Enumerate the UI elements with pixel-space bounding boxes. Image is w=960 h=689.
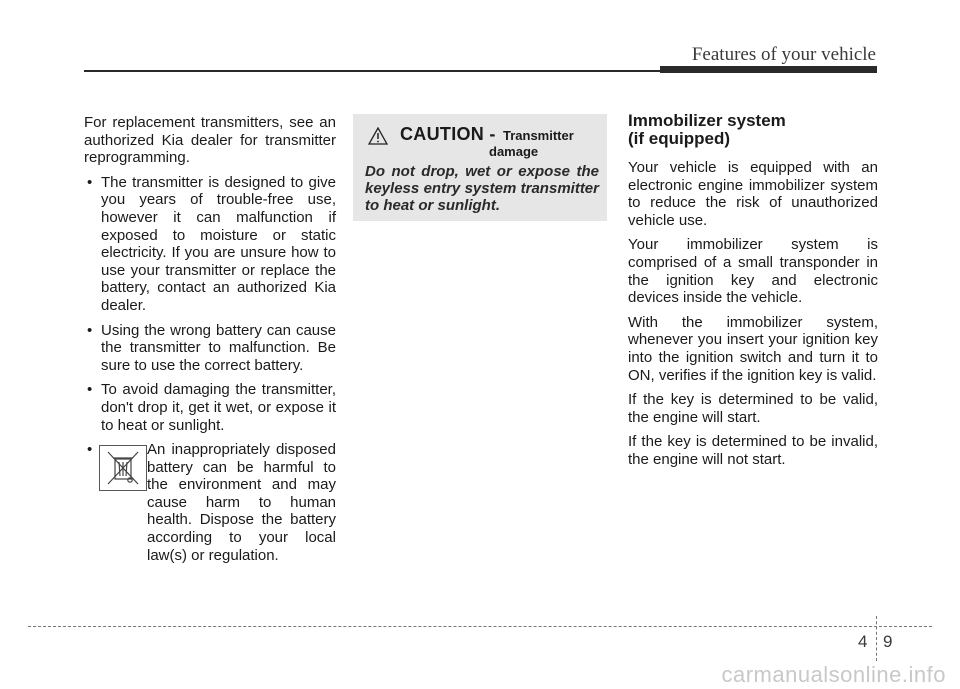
crossed-out-wheelie-bin-icon: [99, 445, 147, 491]
caution-box: [353, 114, 607, 221]
battery-disposal-item: [84, 441, 336, 564]
section-title-line2: (if equipped): [628, 129, 730, 148]
caution-header: [365, 122, 599, 159]
bullet-text: Using the wrong battery can cause the transmitter to malfunction. Be sure to use the correct battery.: [101, 321, 336, 374]
footer-divider: [876, 616, 877, 661]
caution-title-line1: Transmitter: [503, 128, 574, 143]
right-column: [628, 112, 878, 476]
intro-paragraph: For replacement transmitters, see an authorized Kia dealer for transmitter reprogramming.: [84, 114, 336, 167]
body-paragraph: With the immobilizer system, whenever you insert your ignition key into the ignition switch and turn it to ON, verifies if the ignition key is valid.: [628, 313, 878, 384]
body-paragraph: If the key is determined to be invalid, the engine will not start.: [628, 433, 878, 468]
bullet-item: [84, 322, 336, 375]
bullet-dot: •: [87, 173, 93, 191]
bullet-item: [84, 174, 336, 315]
warning-triangle-icon: [368, 127, 388, 145]
caution-body-text: Do not drop, wet or expose the keyless entry system transmitter to heat or sunlight.: [365, 163, 599, 214]
bullet-text: To avoid damaging the transmitter, don't drop it, get it wet, or expose it to heat or sunlight.: [101, 381, 336, 434]
caution-title-line2: damage: [489, 144, 539, 159]
bullet-dot: •: [87, 381, 93, 399]
watermark: carmanualsonline.info: [721, 662, 946, 687]
body-paragraph: Your immobilizer system is comprised of a small transponder in the ignition key and electronic devices inside the vehicle.: [628, 236, 878, 307]
bullet-dot: •: [87, 321, 93, 339]
body-paragraph: If the key is determined to be valid, the engine will start.: [628, 391, 878, 426]
section-title-line1: Immobilizer system: [628, 111, 786, 130]
bullet-item: [84, 381, 336, 434]
running-header-title: Features of your vehicle: [691, 44, 876, 65]
header-rule-thick: [660, 66, 877, 73]
chapter-number: 4: [858, 632, 868, 651]
bullet-dot: •: [87, 441, 93, 459]
footer-rule: [28, 626, 932, 627]
page-number: 9: [883, 632, 893, 651]
bullet-text: The transmitter is designed to give you years of trouble-free use, however it can malfunction if exposed to moisture or static electricity. If you are unsure how to use your transmitter or replace the battery, contact an authorized Kia dealer.: [101, 173, 336, 314]
section-title: [628, 112, 878, 148]
left-column: [84, 114, 336, 564]
header-rule-thin: [84, 70, 662, 72]
caution-label: CAUTION -: [400, 124, 496, 144]
body-paragraph: Your vehicle is equipped with an electronic engine immobilizer system to reduce the risk of unauthorized vehicle use.: [628, 159, 878, 229]
battery-disposal-text: An inappropriately disposed battery can be harmful to the environment and may cause harm to human health. Dispose the battery according to your local law(s) or regulation.: [147, 441, 336, 564]
